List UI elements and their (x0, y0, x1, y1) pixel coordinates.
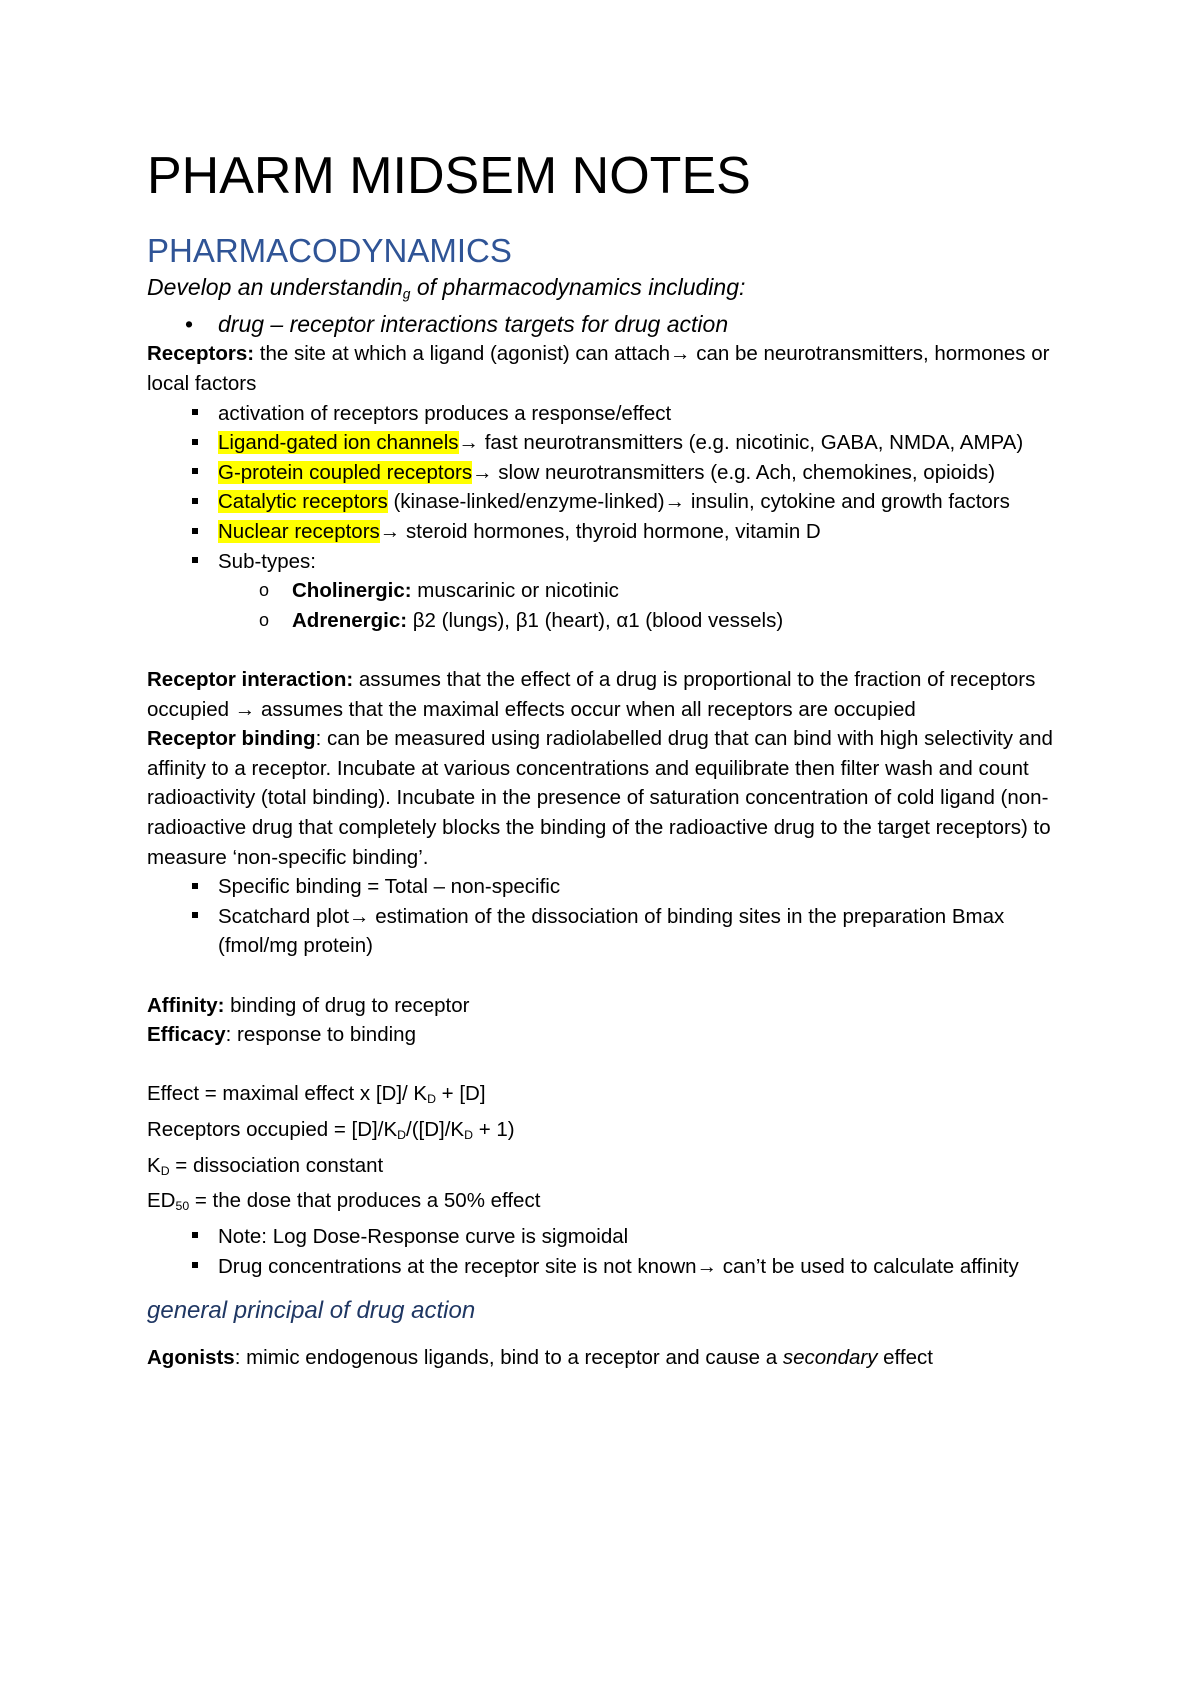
highlighted-term: Ligand-gated ion channels (218, 431, 459, 455)
equation-effect: Effect = maximal effect x [D]/ $K_D + [D]$ (147, 1082, 486, 1107)
square-bullet-icon (192, 528, 198, 534)
receptor-list (147, 399, 1087, 577)
list-item: o Cholinergic: muscarinic or nicotinic (147, 576, 1087, 606)
highlighted-term: Catalytic receptors (218, 490, 388, 514)
section-heading-general-principal: general principal of drug action (147, 1297, 476, 1325)
receptor-binding-paragraph: Receptor binding: can be measured using radiolabelled drug that can bind with high selectivity and affinity to a receptor. Incubate at various concentrations and equilibrate then filter wash and count radioactivity (total binding). Incubate in the presence of saturation concentration of cold ligand (non-radioactive drug that completely blocks the binding of the radioactive drug to the target receptors) to measure ‘non-specific binding’. (147, 727, 1053, 869)
affinity-line: Affinity: binding of drug to receptor (147, 993, 470, 1017)
highlighted-term: G-protein coupled receptors (218, 460, 473, 484)
square-bullet-icon (192, 409, 198, 415)
intro-bullet: • drug – receptor interactions targets for drug action (185, 311, 729, 338)
list-item: Ligand-gated ion channels→ fast neurotransmitters (e.g. nicotinic, GABA, NMDA, AMPA) (147, 428, 1087, 458)
list-item: Nuclear receptors→ steroid hormones, thyroid hormone, vitamin D (147, 517, 1087, 547)
square-bullet-icon (192, 1232, 198, 1238)
equation-kd: $K_D$ = dissociation constant (147, 1153, 384, 1178)
agonists-paragraph: Agonists: mimic endogenous ligands, bind to a receptor and cause a secondary effect (147, 1346, 933, 1370)
list-item: Sub-types: (147, 547, 1087, 577)
square-bullet-icon (192, 468, 198, 474)
highlighted-term: Nuclear receptors (218, 520, 380, 543)
efficacy-line: Efficacy: response to binding (147, 1023, 416, 1047)
square-bullet-icon (192, 498, 198, 504)
body-text (147, 339, 1087, 1281)
equation-ed50: $ED_{50}$ = the dose that produces a 50% effect (147, 1189, 541, 1214)
list-item: activation of receptors produces a response/effect (147, 399, 1087, 429)
document-title: PHARM MIDSEM NOTES (147, 147, 751, 205)
binding-list (147, 872, 1087, 961)
equation-receptors-occupied: Receptors occupied = $[D]/K_D/([D]/K_D + 1)$ (147, 1117, 515, 1142)
square-bullet-icon (192, 883, 198, 889)
intro-line: Develop an understandin$_g$ of pharmacodynamics including: (147, 274, 746, 302)
square-bullet-icon (192, 912, 198, 918)
list-item: Catalytic receptors (kinase-linked/enzyme-linked)→ insulin, cytokine and growth factors (147, 487, 1087, 517)
subtype-list (147, 576, 1087, 635)
square-bullet-icon (192, 439, 198, 445)
list-item: Specific binding = Total – non-specific (147, 872, 1087, 902)
list-item: Note: Log Dose-Response curve is sigmoidal (147, 1222, 1087, 1252)
document-page (147, 140, 1087, 1373)
circle-bullet-icon: o (258, 580, 269, 601)
section-heading-pharmacodynamics: PHARMACODYNAMICS (147, 232, 512, 269)
receptors-paragraph: Receptors: the site at which a ligand (agonist) can attach→ can be neurotransmitters, hormones or local factors (147, 342, 1050, 396)
list-item: o Adrenergic: β2 (lungs), β1 (heart), α1 (blood vessels) (147, 606, 1087, 636)
list-item: G-protein coupled receptors→ slow neurotransmitters (e.g. Ach, chemokines, opioids) (147, 458, 1087, 488)
square-bullet-icon (192, 557, 198, 563)
circle-bullet-icon: o (258, 609, 269, 630)
ed-list (147, 1222, 1087, 1281)
square-bullet-icon (192, 1262, 198, 1268)
list-item: Scatchard plot→ estimation of the dissociation of binding sites in the preparation Bmax (fmol/mg protein) (147, 902, 1087, 961)
list-item: Drug concentrations at the receptor site is not known→ can’t be used to calculate affinity (147, 1252, 1087, 1282)
bullet-dot-icon: • (185, 311, 194, 338)
receptor-interaction-paragraph: Receptor interaction: assumes that the effect of a drug is proportional to the fraction of receptors occupied → assumes that the maximal effects occur when all receptors are occupied (147, 667, 1036, 721)
